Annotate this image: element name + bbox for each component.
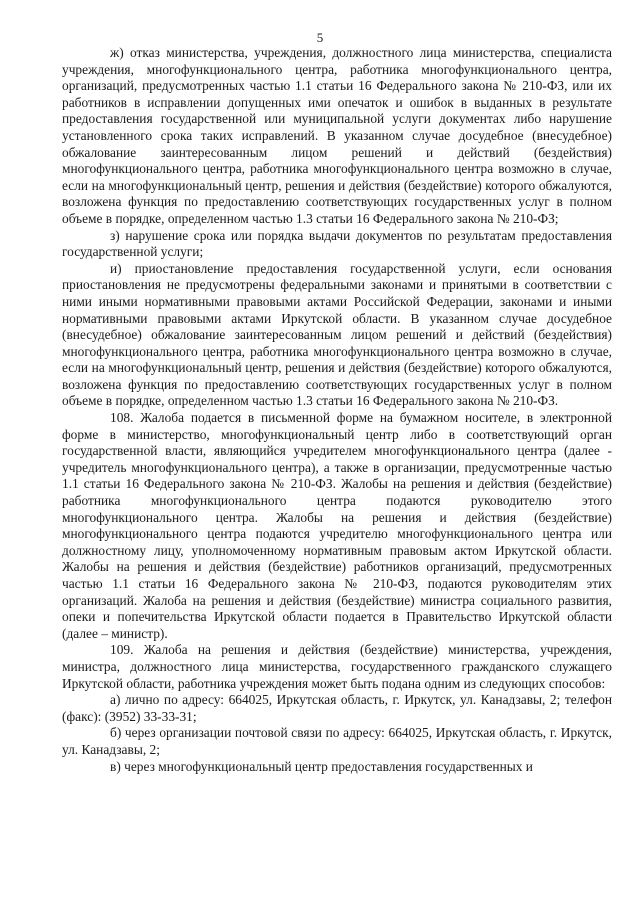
paragraph-109-submission-methods: 109. Жалоба на решения и действия (бездействие) министерства, учреждения, министра, должностного лица министерства, государственного гражданского служащего Иркутской области, работника учреждения может быть подана одним из следующих способов:	[62, 642, 612, 691]
paragraph-108-complaint-submission: 108. Жалоба подается в письменной форме на бумажном носителе, в электронной форме в министерство, многофункциональный центр либо в соответствующий орган государственной власти, являющийся учредителем многофункционального центра (далее - учредитель многофункционального центра), а также в организации, предусмотренные частью 1.1 статьи 16 Федерального закона № 210-ФЗ. Жалобы на решения и действия (бездействие) работника многофункционального центра подаются руководителю этого многофункционального центра. Жалобы на решения и действия (бездействие) многофункционального центра подаются учредителю многофункционального центра или должностному лицу, уполномоченному нормативным правовым актом Иркутской области. Жалобы на решения и действия (бездействие) работников организаций, предусмотренных частью 1.1 статьи 16 Федерального закона № 210-ФЗ, подаются руководителям этих организаций. Жалоба на решения и действия (бездействие) министра социального развития, опеки и попечительства Иркутской области подается в Правительство Иркутской области (далее – министр).	[62, 410, 612, 641]
paragraph-i-suspension: и) приостановление предоставления государственной услуги, если основания приостановления не предусмотрены федеральными законами и принятыми в соответствии с ними иными нормативными правовыми актами Российской Федерации, законами и иными нормативными правовыми актами Иркутской области. В указанном случае досудебное (внесудебное) обжалование заинтересованным лицом решений и действий (бездействия) многофункционального центра, работника многофункционального центра возможно в случае, если на многофункциональный центр, решения и действия (бездействие) которого обжалуются, возложена функция по предоставлению соответствующих государственных услуг в полном объеме в порядке, определенном частью 1.3 статьи 16 Федерального закона № 210-ФЗ.	[62, 260, 612, 409]
paragraph-v-via-mfc: в) через многофункциональный центр предоставления государственных и	[110, 758, 533, 774]
paragraph-z-deadline-violation: з) нарушение срока или порядка выдачи документов по результатам предоставления государственной услуги;	[62, 227, 612, 260]
paragraph-zh-refusal-to-correct: ж) отказ министерства, учреждения, должностного лица министерства, специалиста учреждения, многофункционального центра, работника многофункционального центра, организаций, предусмотренных частью 1.1 статьи 16 Федерального закона № 210-ФЗ, или их работников в исправлении допущенных ими опечаток и ошибок в выданных в результате предоставления государственной или муниципальной услуги документах либо нарушение установленного срока таких исправлений. В указанном случае досудебное (внесудебное) обжалование заинтересованным лицом решений и действий (бездействия) многофункционального центра, работника многофункционального центра возможно в случае, если на многофункциональный центр, решения и действия (бездействие) которого обжалуются, возложена функция по предоставлению соответствующих государственных услуг в полном объеме в порядке, определенном частью 1.3 статьи 16 Федерального закона № 210-ФЗ;	[62, 45, 612, 226]
paragraph-b-by-post: б) через организации почтовой связи по адресу: 664025, Иркутская область, г. Иркутск, ул. Канадзавы, 2;	[62, 725, 612, 757]
paragraph-a-in-person: а) лично по адресу: 664025, Иркутская область, г. Иркутск, ул. Канадзавы, 2; телефон (факс): (3952) 33-33-31;	[62, 692, 612, 724]
page-number: 5	[316, 30, 324, 45]
document-body	[62, 45, 612, 775]
